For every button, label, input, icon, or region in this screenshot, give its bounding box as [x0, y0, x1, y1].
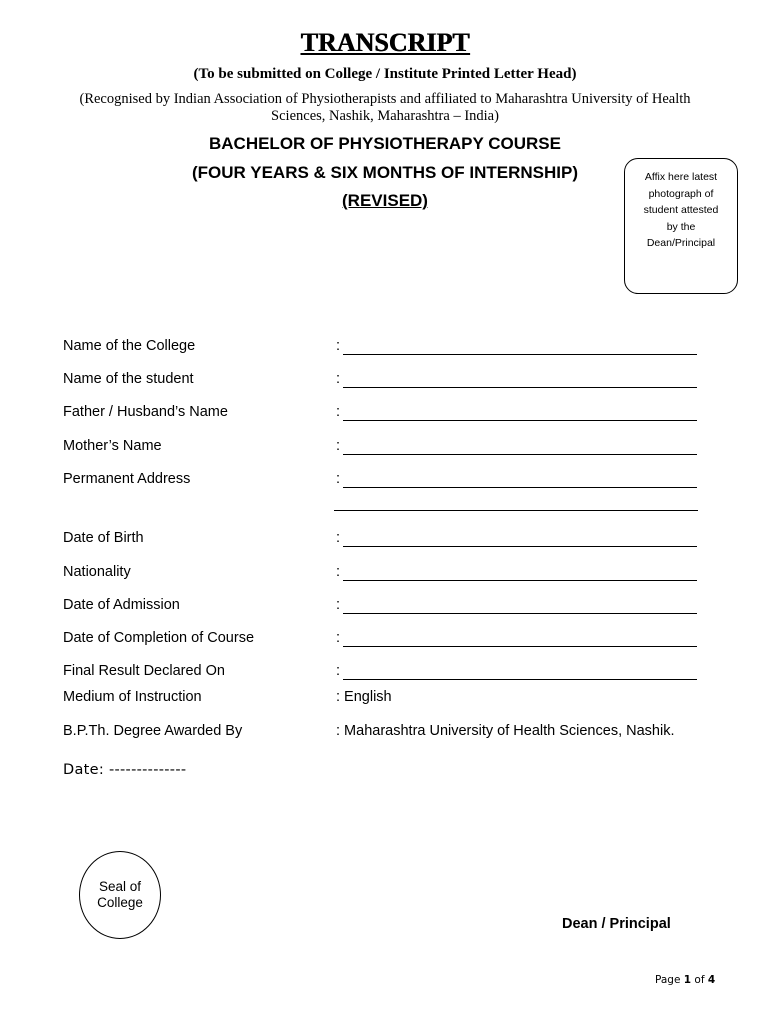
field-separator: : [336, 564, 341, 580]
permanent-address-input[interactable] [343, 487, 697, 488]
document-subtitle: (To be submitted on College / Institute Printed Letter Head) [193, 66, 577, 82]
field-label: Date of Admission [63, 597, 180, 613]
course-duration: (FOUR YEARS & SIX MONTHS OF INTERNSHIP) [192, 163, 578, 182]
field-separator: : [336, 530, 341, 546]
photo-instruction-line: Affix here latest [644, 171, 718, 183]
permanent-address-field[interactable] [63, 471, 703, 493]
field-label: Name of the student [63, 371, 194, 387]
field-label: Name of the College [63, 338, 196, 354]
recognition-note: (Recognised by Indian Association of Physiotherapists and affiliated to Maharashtra University of Health Sciences, Nashik, Maharashtra – India) [79, 91, 691, 124]
mother-name-field[interactable] [63, 438, 703, 460]
field-label: Medium of Instruction [63, 689, 202, 705]
mother-name-input[interactable] [343, 454, 697, 455]
field-separator: : [336, 338, 341, 354]
field-separator: : [336, 663, 341, 679]
college-name-input[interactable] [343, 354, 697, 355]
photo-placeholder-box [624, 158, 738, 294]
father-husband-name-input[interactable] [343, 420, 697, 421]
date-of-admission-input[interactable] [343, 613, 697, 614]
seal-text: Seal of [98, 879, 142, 894]
college-name-field[interactable] [63, 338, 703, 360]
date-of-admission-field[interactable] [63, 597, 703, 619]
date-of-birth-input[interactable] [343, 546, 697, 547]
degree-awarded-by-value: : Maharashtra University of Health Sciences, Nashik. [336, 723, 675, 739]
father-husband-name-field[interactable] [63, 404, 703, 426]
field-separator: : [336, 471, 341, 487]
field-label: Final Result Declared On [63, 663, 225, 679]
final-result-input[interactable] [343, 679, 697, 680]
photo-instruction-line: student attested [643, 204, 719, 216]
field-label: Permanent Address [63, 471, 191, 487]
medium-of-instruction-field [63, 689, 703, 711]
field-label: B.P.Th. Degree Awarded By [63, 723, 243, 739]
page-of: of [694, 974, 705, 986]
field-separator: : [336, 371, 341, 387]
seal-text: College [97, 895, 143, 910]
field-separator: : [336, 630, 341, 646]
college-seal-placeholder [79, 851, 161, 939]
field-label: Father / Husband’s Name [63, 404, 228, 420]
nationality-field[interactable] [63, 564, 703, 586]
nationality-input[interactable] [343, 580, 697, 581]
course-revision: (REVISED) [342, 191, 428, 210]
field-separator: : [336, 597, 341, 613]
page-current: 1 [683, 974, 692, 986]
page-prefix: Page [655, 974, 681, 986]
student-name-field[interactable] [63, 371, 703, 393]
date-of-completion-input[interactable] [343, 646, 697, 647]
date-of-birth-field[interactable] [63, 530, 703, 552]
field-label: Nationality [63, 564, 131, 580]
photo-instruction-line: Dean/Principal [646, 237, 716, 249]
field-separator: : [336, 438, 341, 454]
photo-instruction-line: by the [666, 220, 696, 233]
signatory-label: Dean / Principal [562, 916, 671, 932]
permanent-address-input-line-2[interactable] [334, 510, 698, 511]
field-separator: : [336, 404, 341, 420]
photo-instruction-line: photograph of [648, 187, 714, 200]
field-label: Mother’s Name [63, 438, 162, 454]
page-number [655, 974, 715, 986]
final-result-field[interactable] [63, 663, 703, 685]
document-title: TRANSCRIPT [300, 28, 470, 57]
date-line: Date: -------------- [63, 762, 187, 778]
date-of-completion-field[interactable] [63, 630, 703, 652]
field-label: Date of Birth [63, 530, 144, 546]
student-name-input[interactable] [343, 387, 697, 388]
course-name: BACHELOR OF PHYSIOTHERAPY COURSE [208, 134, 561, 153]
field-label: Date of Completion of Course [63, 630, 255, 646]
medium-of-instruction-value: : English [336, 689, 392, 705]
degree-awarded-by-field [63, 723, 703, 745]
page-total: 4 [707, 974, 716, 986]
